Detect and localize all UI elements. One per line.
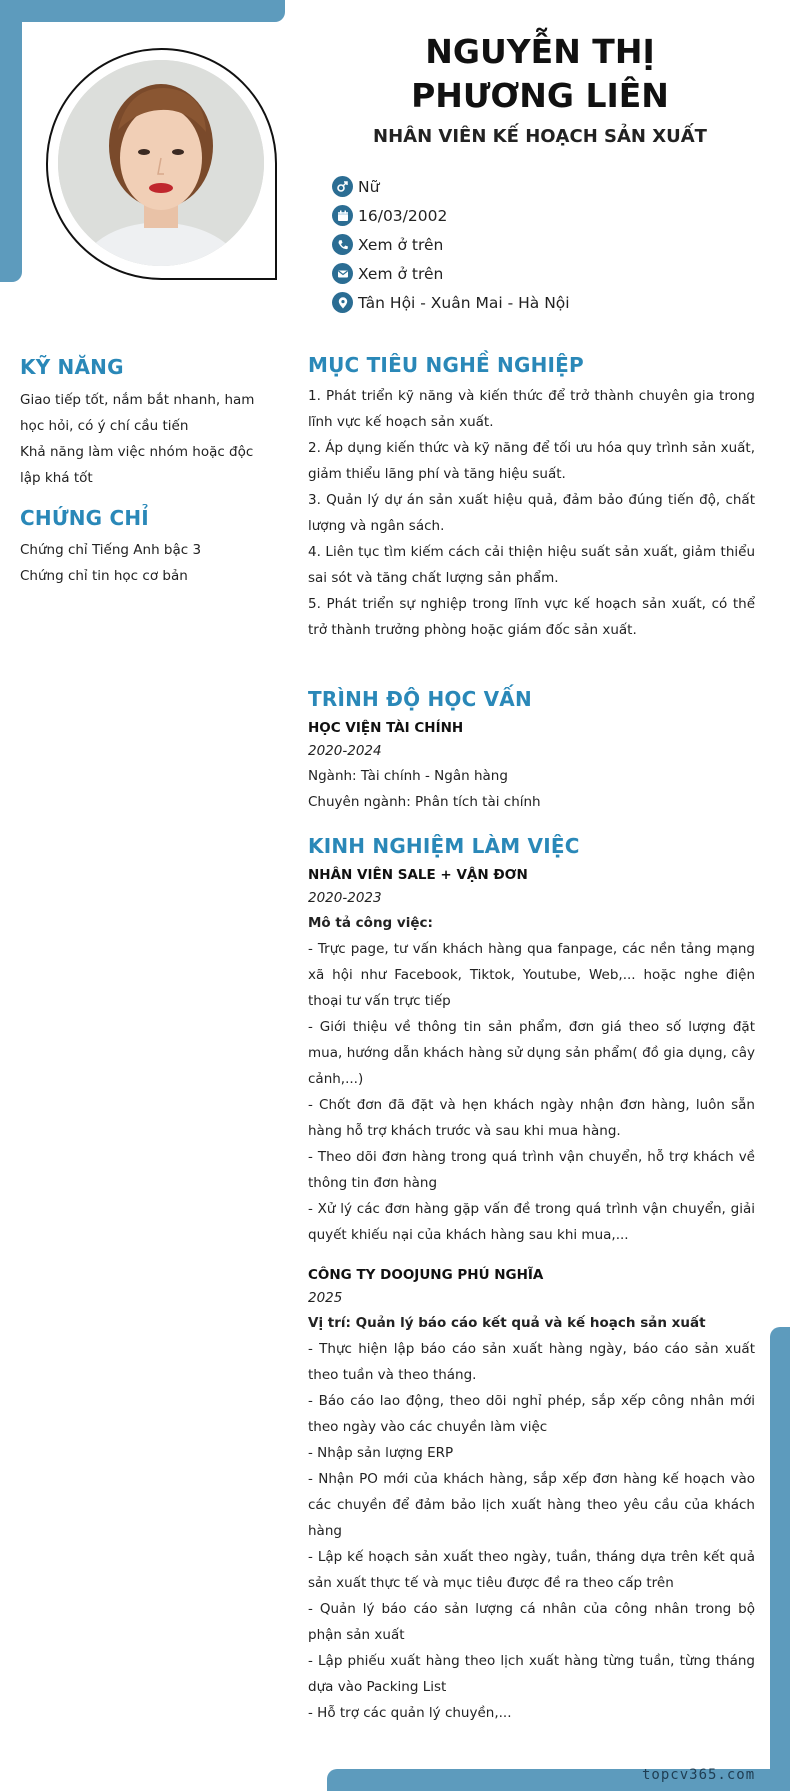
address-text: Tân Hội - Xuân Mai - Hà Nội <box>358 293 570 312</box>
skills-list <box>20 387 270 491</box>
job-title: NHÂN VIÊN SALE + VẬN ĐƠN <box>308 867 528 883</box>
gender-icon <box>332 176 353 197</box>
certificates-heading: CHỨNG CHỈ <box>20 506 149 530</box>
experience-job <box>308 1263 755 1726</box>
objective-item: 1. Phát triển kỹ năng và kiến thức để trở thành chuyên gia trong lĩnh vực kế hoạch sản xuất. <box>308 388 755 430</box>
birthday-text: 16/03/2002 <box>358 206 448 225</box>
calendar-icon <box>332 205 353 226</box>
school-name: HỌC VIỆN TÀI CHÍNH <box>308 720 464 736</box>
contact-item-birthday <box>332 201 692 230</box>
job-duty: - Nhận PO mới của khách hàng, sắp xếp đơn hàng kế hoạch vào các chuyền để đảm bảo lịch xuất hàng theo yêu cầu của khách hàng <box>308 1471 755 1539</box>
job-period: 2020-2023 <box>308 890 382 906</box>
phone-icon <box>332 234 353 255</box>
job-duty: - Hỗ trợ các quản lý chuyền,... <box>308 1705 512 1721</box>
job-duty: - Báo cáo lao động, theo dõi nghỉ phép, sắp xếp công nhân mới theo ngày vào các chuyền làm việc <box>308 1393 755 1435</box>
gender-text: Nữ <box>358 177 380 196</box>
objective-list <box>308 383 755 643</box>
profile-photo-frame <box>46 48 277 280</box>
job-duty: - Thực hiện lập báo cáo sản xuất hàng ngày, báo cáo sản xuất theo tuần và theo tháng. <box>308 1341 755 1383</box>
job-duty: - Theo dõi đơn hàng trong quá trình vận chuyển, hỗ trợ khách về thông tin đơn hàng <box>308 1149 755 1191</box>
objective-item: 3. Quản lý dự án sản xuất hiệu quả, đảm bảo đúng tiến độ, chất lượng và ngân sách. <box>308 492 755 534</box>
job-duty: - Lập phiếu xuất hàng theo lịch xuất hàng từng tuần, từng tháng dựa vào Packing List <box>308 1653 755 1695</box>
skills-heading: KỸ NĂNG <box>20 355 124 379</box>
decorative-bar-right <box>770 1327 790 1791</box>
skill-item: Giao tiếp tốt, nắm bắt nhanh, ham học hỏi, có ý chí cầu tiến <box>20 392 255 434</box>
phone-text[interactable]: Xem ở trên <box>358 235 444 254</box>
certificate-item: Chứng chỉ Tiếng Anh bậc 3 <box>20 542 202 558</box>
email-icon <box>332 263 353 284</box>
email-text[interactable]: Xem ở trên <box>358 264 444 283</box>
experience-job <box>308 863 755 1248</box>
job-title: CÔNG TY DOOJUNG PHÚ NGHĨA <box>308 1267 544 1283</box>
job-duty: - Lập kế hoạch sản xuất theo ngày, tuần, tháng dựa trên kết quả sản xuất thực tế và mục tiêu được đề ra theo cấp trên <box>308 1549 755 1591</box>
certificate-item: Chứng chỉ tin học cơ bản <box>20 568 188 584</box>
job-period: 2025 <box>308 1290 343 1306</box>
candidate-name: NGUYỄN THỊ PHƯƠNG LIÊN <box>411 32 669 115</box>
contact-item-address <box>332 288 692 317</box>
certificates-list <box>20 537 270 589</box>
job-duty: - Giới thiệu về thông tin sản phẩm, đơn giá theo số lượng đặt mua, hướng dẫn khách hàng sử dụng sản phẩm( đồ gia dụng, cây cảnh,...) <box>308 1019 755 1087</box>
job-title: NHÂN VIÊN KẾ HOẠCH SẢN XUẤT <box>373 126 707 147</box>
education-period: 2020-2024 <box>308 743 382 759</box>
objective-item: 2. Áp dụng kiến thức và kỹ năng để tối ưu hóa quy trình sản xuất, giảm thiểu lãng phí và tăng hiệu suất. <box>308 440 755 482</box>
contact-item-phone[interactable] <box>332 230 692 259</box>
job-duty: - Quản lý báo cáo sản lượng cá nhân của công nhân trong bộ phận sản xuất <box>308 1601 755 1643</box>
decorative-bar-left <box>0 0 22 282</box>
education-block <box>308 716 755 815</box>
contact-item-gender <box>332 172 692 201</box>
location-icon <box>332 292 353 313</box>
watermark: topcv365.com <box>642 1767 756 1783</box>
job-duty: - Nhập sản lượng ERP <box>308 1445 454 1461</box>
objective-heading: MỤC TIÊU NGHỀ NGHIỆP <box>308 353 584 377</box>
job-label: Vị trí: Quản lý báo cáo kết quả và kế hoạch sản xuất <box>308 1315 706 1331</box>
job-label: Mô tả công việc: <box>308 915 433 931</box>
job-duty: - Trực page, tư vấn khách hàng qua fanpage, các nền tảng mạng xã hội như Facebook, Tiktok, Youtube, Web,... hoặc nghe điện thoại tư vấn trực tiếp <box>308 941 755 1009</box>
decorative-bar-top <box>0 0 285 22</box>
objective-item: 5. Phát triển sự nghiệp trong lĩnh vực kế hoạch sản xuất, có thể trở thành trưởng phòng hoặc giám đốc sản xuất. <box>308 596 755 638</box>
job-duty: - Chốt đơn đã đặt và hẹn khách ngày nhận đơn hàng, luôn sẵn hàng hỗ trợ khách trước và sau khi mua hàng. <box>308 1097 755 1139</box>
education-major: Ngành: Tài chính - Ngân hàng <box>308 768 508 784</box>
education-heading: TRÌNH ĐỘ HỌC VẤN <box>308 687 532 711</box>
objective-item: 4. Liên tục tìm kiếm cách cải thiện hiệu suất sản xuất, giảm thiểu sai sót và tăng chất lượng sản phẩm. <box>308 544 755 586</box>
skill-item: Khả năng làm việc nhóm hoặc độc lập khá tốt <box>20 444 254 486</box>
profile-photo <box>58 60 264 266</box>
contact-list <box>332 172 692 317</box>
education-specialization: Chuyên ngành: Phân tích tài chính <box>308 794 541 810</box>
contact-item-email[interactable] <box>332 259 692 288</box>
job-duty: - Xử lý các đơn hàng gặp vấn đề trong quá trình vận chuyển, giải quyết khiếu nại của khách hàng sau khi mua,... <box>308 1201 755 1243</box>
experience-heading: KINH NGHIỆM LÀM VIỆC <box>308 834 580 858</box>
